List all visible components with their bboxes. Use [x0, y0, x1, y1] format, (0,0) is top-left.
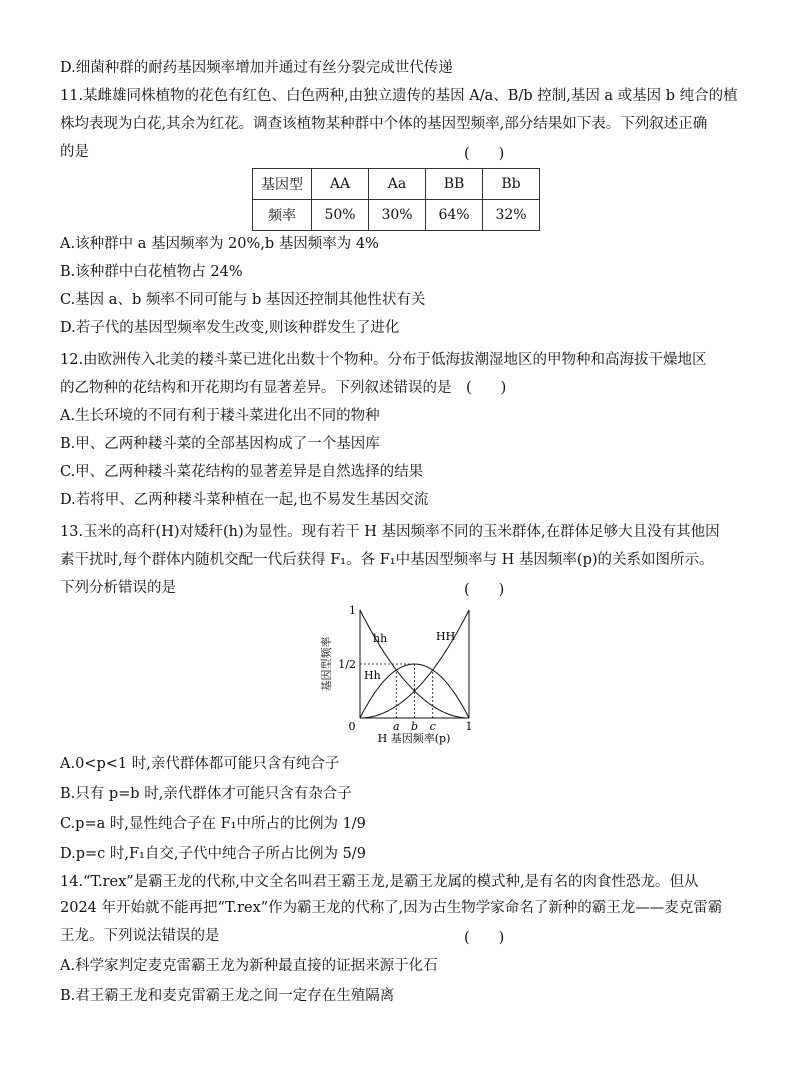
- x-tick-label: 0: [348, 720, 356, 733]
- option-d: D.若将甲、乙两种耧斗菜种植在一起,也不易发生基因交流: [60, 492, 429, 508]
- y-tick-label: 1/2: [338, 658, 356, 671]
- x-tick-label: c: [429, 720, 436, 733]
- option-b: B.只有 p=b 时,亲代群体才可能只含有杂合子: [60, 786, 352, 802]
- question-12-stem: 12.由欧洲传入北美的耧斗菜已进化出数十个物种。分布于低海拔潮湿地区的甲物种和高海拔干燥地区: [60, 352, 707, 368]
- answer-paren: ( ): [464, 582, 505, 598]
- table-cell: 32%: [483, 200, 540, 231]
- option-a: A.科学家判定麦克雷霸王龙为新种最直接的证据来源于化石: [60, 958, 438, 974]
- table-cell: 基因型: [253, 169, 312, 200]
- y-tick-label: 1: [349, 604, 356, 617]
- series-label-HH: HH: [436, 630, 456, 643]
- text-line: D.细菌种群的耐药基因频率增加并通过有丝分裂完成世代传递: [60, 60, 453, 76]
- answer-paren: ( ): [464, 146, 505, 162]
- answer-paren: ( ): [464, 930, 505, 946]
- text-line: 的是: [60, 144, 89, 160]
- text-line: 的乙物种的花结构和开花期均有显著差异。下列叙述错误的是 ( ): [60, 380, 507, 396]
- text-line: 下列分析错误的是: [60, 580, 176, 596]
- series-label-Hh: Hh: [364, 669, 381, 682]
- option-c: C.p=a 时,显性纯合子在 F₁中所占的比例为 1/9: [60, 816, 366, 832]
- x-tick-label: 1: [465, 720, 473, 733]
- x-tick-label: a: [393, 720, 400, 733]
- option-d: D.若子代的基因型频率发生改变,则该种群发生了进化: [60, 320, 400, 336]
- table-cell: 64%: [426, 200, 483, 231]
- option-c: C.甲、乙两种耧斗菜花结构的显著差异是自然选择的结果: [60, 464, 424, 480]
- table-cell: 30%: [369, 200, 426, 231]
- series-label-hh: hh: [373, 632, 388, 645]
- option-a: A.生长环境的不同有利于耧斗菜进化出不同的物种: [60, 408, 380, 424]
- table-cell: 50%: [312, 200, 369, 231]
- option-b: B.甲、乙两种耧斗菜的全部基因构成了一个基因库: [60, 436, 380, 452]
- question-13-stem: 13.玉米的高秆(H)对矮秆(h)为显性。现有若干 H 基因频率不同的玉米群体,在群体足够大且没有其他因: [60, 524, 720, 540]
- text-line: 王龙。下列说法错误的是: [60, 928, 220, 944]
- option-c: C.基因 a、b 频率不同可能与 b 基因还控制其他性状有关: [60, 292, 426, 308]
- table-row: [253, 200, 540, 231]
- genotype-table: [252, 168, 540, 231]
- table-cell: AA: [312, 169, 369, 200]
- option-a: A.该种群中 a 基因频率为 20%,b 基因频率为 4%: [60, 236, 379, 252]
- text-line: 素干扰时,每个群体内随机交配一代后获得 F₁。各 F₁中基因型频率与 H 基因频率(p)的关系如图所示。: [60, 552, 714, 568]
- table-cell: Bb: [483, 169, 540, 200]
- text-line: 2024 年开始就不能再把“T.rex”作为霸王龙的代称了,因为古生物学家命名了新种的霸王龙——麦克雷霸: [60, 900, 723, 916]
- table-cell: BB: [426, 169, 483, 200]
- question-11-stem: 11.某雌雄同株植物的花色有红色、白色两种,由独立遗传的基因 A/a、B/b 控制,基因 a 或基因 b 纯合的植: [60, 88, 738, 104]
- table-cell: 频率: [253, 200, 312, 231]
- text-line: 株均表现为白花,其余为红花。调查该植物某种群中个体的基因型频率,部分结果如下表。下列叙述正确: [60, 116, 708, 132]
- y-axis-label: 基因型频率: [320, 636, 333, 692]
- option-d: D.p=c 时,F₁自交,子代中纯合子所占比例为 5/9: [60, 846, 366, 862]
- genotype-frequency-chart: [316, 604, 486, 748]
- question-14-stem: 14.“T.rex”是霸王龙的代称,中文全名叫君王霸王龙,是霸王龙属的模式种,是有名的肉食性恐龙。但从: [60, 874, 699, 890]
- x-tick-label: b: [410, 720, 419, 733]
- option-b: B.君王霸王龙和麦克雷霸王龙之间一定存在生殖隔离: [60, 988, 395, 1004]
- option-a: A.0<p<1 时,亲代群体都可能只含有纯合子: [60, 756, 340, 772]
- table-cell: Aa: [369, 169, 426, 200]
- table-row: [253, 169, 540, 200]
- option-b: B.该种群中白花植物占 24%: [60, 264, 243, 280]
- x-axis-label: H 基因频率(p): [377, 732, 451, 745]
